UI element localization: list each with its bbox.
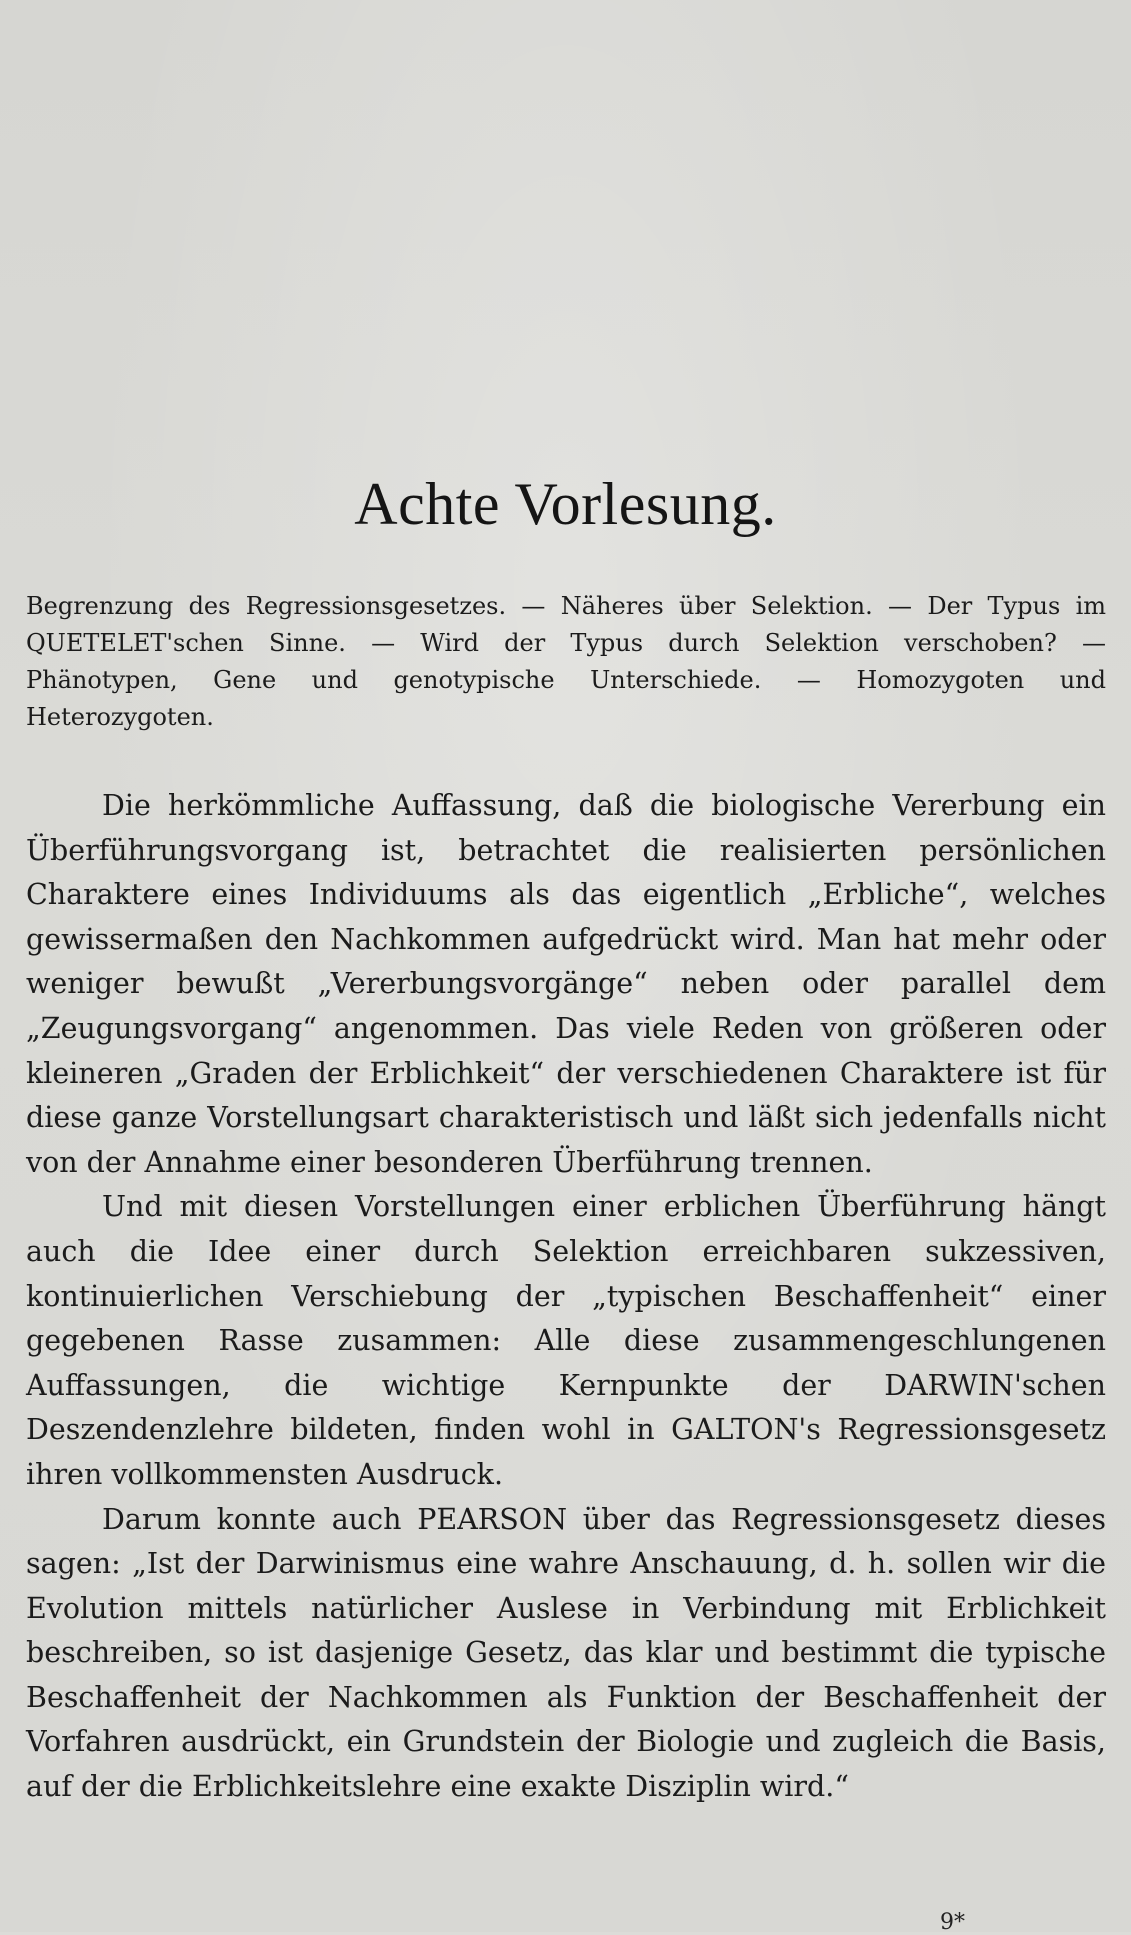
paragraph: Die herkömmliche Auffassung, daß die biologische Vererbung ein Überführungsvorgang ist, betrachtet die realisierten persönlichen Charaktere eines Individuums als das eigentlich „Erbliche“, welches gewissermaßen den Nachkommen aufgedrückt wird. Man hat mehr oder weniger bewußt „Vererbungsvorgänge“ neben oder parallel dem „Zeugungsvorgang“ angenommen. Das viele Reden von größeren oder kleineren „Graden der Erblichkeit“ der verschiedenen Charaktere ist für diese ganze Vorstellungsart charakteristisch und läßt sich jedenfalls nicht von der Annahme einer besonderen Überführung trennen. (26, 789, 1106, 1179)
paragraph: Und mit diesen Vorstellungen einer erblichen Überführung hängt auch die Idee einer durch Selektion erreichbaren sukzessiven, kontinuierlichen Verschiebung der „typischen Beschaffenheit“ einer gegebenen Rasse zusammen: Alle diese zusammengeschlungenen Auffassungen, die wichtige Kernpunkte der DARWIN'schen Deszendenzlehre bildeten, finden wohl in GALTON's Regressionsgesetz ihren vollkommensten Ausdruck. (26, 1190, 1106, 1491)
body-text (26, 784, 1106, 1810)
paragraph: Darum konnte auch PEARSON über das Regressionsgesetz dieses sagen: „Ist der Darwinismus eine wahre Anschauung, d. h. sollen wir die Evolution mittels natürlicher Auslese in Verbindung mit Erblichkeit beschreiben, so ist dasjenige Gesetz, das klar und bestimmt die typische Beschaffenheit der Nachkommen als Funktion der Beschaffenheit der Vorfahren ausdrückt, ein Grundstein der Biologie und zugleich die Basis, auf der die Erblichkeitslehre eine exakte Disziplin wird.“ (26, 1502, 1106, 1804)
chapter-title: Achte Vorlesung. (354, 471, 777, 537)
chapter-summary: Begrenzung des Regressionsgesetzes. — Näheres über Selektion. — Der Typus im QUETELET'schen Sinne. — Wird der Typus durch Selektion verschoben? — Phänotypen, Gene und genotypische Unterschiede. — Homozygoten und Heterozygoten. (26, 592, 1106, 731)
signature-mark: 9* (940, 1910, 965, 1935)
